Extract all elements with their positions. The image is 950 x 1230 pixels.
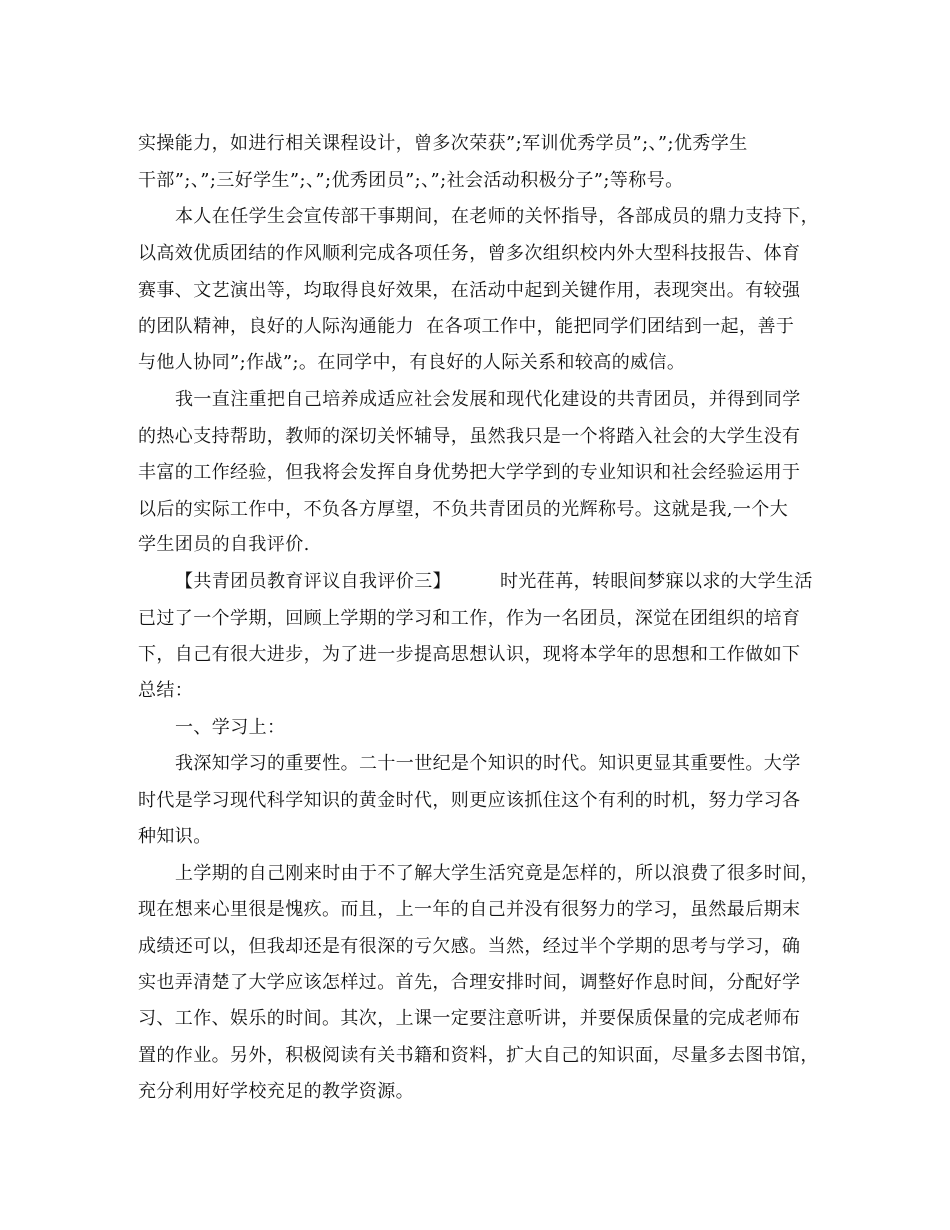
text-line: 干部”;、”;三好学生”;、”;优秀团员”;、”;社会活动积极分子”;等称号。 xyxy=(138,170,684,191)
text-line: 时代是学习现代科学知识的黄金时代，则更应该抓住这个有利的时机，努力学习各 xyxy=(138,790,801,811)
text-line: 赛事、文艺演出等，均取得良好效果，在活动中起到关键作用，表现突出。有较强 xyxy=(138,280,801,301)
paragraph-start-line: 上学期的自己刚来时由于不了解大学生活究竟是怎样的，所以浪费了很多时间， xyxy=(175,863,819,884)
text-line: 成绩还可以，但我却还是有很深的亏欠感。当然，经过半个学期的思考与学习，确 xyxy=(138,936,801,957)
text-line: 以后的实际工作中，不负各方厚望，不负共青团员的光辉称号。这就是我,一个大 xyxy=(138,499,789,520)
text-line: 的团队精神，良好的人际沟通能力 在各项工作中，能把同学们团结到一起，善于 xyxy=(138,316,795,337)
text-line: 已过了一个学期，回顾上学期的学习和工作，作为一名团员，深觉在团组织的培育 xyxy=(138,608,801,629)
text-line: 置的作业。另外，积极阅读有关书籍和资料，扩大自己的知识面，尽量多去图书馆， xyxy=(138,1045,819,1066)
text-line: 现在想来心里很是愧疚。而且，上一年的自己并没有很努力的学习，虽然最后期末 xyxy=(138,899,801,920)
text-line: 丰富的工作经验，但我将会发挥自身优势把大学学到的专业知识和社会经验运用于 xyxy=(138,462,801,483)
text-line: 习、工作、娱乐的时间。其次，上课一定要注意听讲，并要保质保量的完成老师布 xyxy=(138,1008,801,1029)
paragraph-start-line: 本人在任学生会宣传部干事期间，在老师的关怀指导，各部成员的鼎力支持下， xyxy=(175,206,819,227)
subheading-line: 一、学习上： xyxy=(175,717,286,738)
paragraph-start-line: 我深知学习的重要性。二十一世纪是个知识的时代。知识更显其重要性。大学 xyxy=(175,753,801,774)
text-line: 下，自己有很大进步，为了进一步提高思想认识，现将本学年的思想和工作做如下 xyxy=(138,644,801,665)
text-line: 的热心支持帮助，教师的深切关怀辅导，虽然我只是一个将踏入社会的大学生没有 xyxy=(138,426,801,447)
text-line: 充分利用好学校充足的教学资源。 xyxy=(138,1081,414,1102)
text-line: 种知识。 xyxy=(138,826,212,847)
section-heading-line: 【共青团员教育评议自我评价三】 时光荏苒，转眼间梦寐以求的大学生活 xyxy=(175,571,813,592)
text-line: 与他人协同”;作战”;。在同学中，有良好的人际关系和较高的威信。 xyxy=(138,352,686,373)
text-line: 总结： xyxy=(138,680,194,701)
text-line: 学生团员的自我评价. xyxy=(138,534,310,555)
text-line: 实操能力，如进行相关课程设计，曾多次荣获”;军训优秀学员”;、”;优秀学生 xyxy=(138,133,748,154)
paragraph-start-line: 我一直注重把自己培养成适应社会发展和现代化建设的共青团员，并得到同学 xyxy=(175,389,801,410)
text-line: 实也弄清楚了大学应该怎样过。首先，合理安排时间，调整好作息时间，分配好学 xyxy=(138,972,801,993)
text-line: 以高效优质团结的作风顺利完成各项任务，曾多次组织校内外大型科技报告、体育 xyxy=(138,243,801,264)
